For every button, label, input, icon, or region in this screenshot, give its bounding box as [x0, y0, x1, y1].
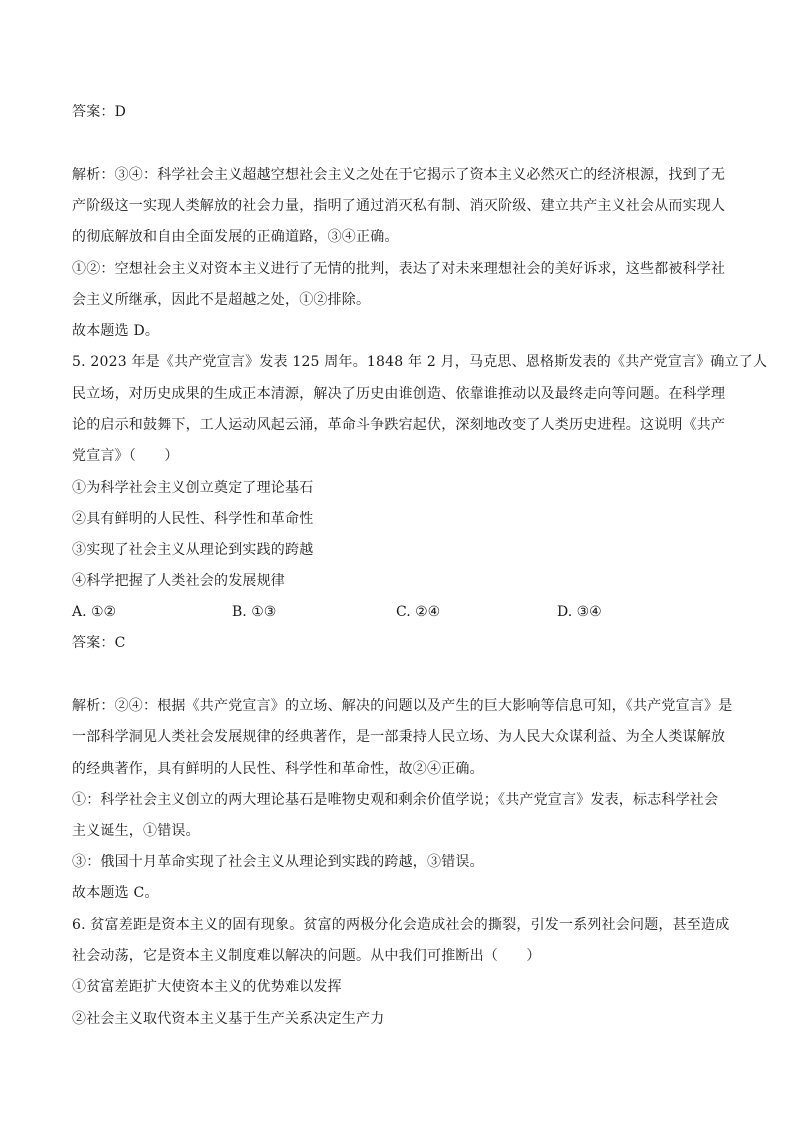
- q5-stem-line: 民立场，对历史成果的生成正本清源，解决了历史由谁创造、依靠谁推动以及最终走向等问题。在科学理: [72, 386, 726, 402]
- q5-option-b: B. ①③: [232, 604, 277, 620]
- q5-stem-line: 论的启示和鼓舞下，工人运动风起云涌，革命斗争跌宕起伏，深刻地改变了人类历史进程。这说明《共产: [72, 417, 726, 433]
- q5-statement: ①为科学社会主义创立奠定了理论基石: [72, 480, 314, 496]
- q5-answer: 答案：C: [72, 635, 126, 651]
- q6-stem-line: 6. 贫富差距是资本主义的固有现象。贫富的两极分化会造成社会的撕裂，引发一系列社会问题，甚至造成: [72, 917, 730, 933]
- q4-analysis-line: 会主义所继承，因此不是超越之处，①②排除。: [72, 292, 371, 308]
- q5-stem-line: 党宣言》（ ）: [72, 448, 179, 464]
- q5-statement: ③实现了社会主义从理论到实践的跨越: [72, 542, 314, 558]
- q5-stem-line: 5. 2023 年是《共产党宣言》发表 125 周年。1848 年 2 月，马克思、恩格斯发表的《共产党宣言》确立了人: [72, 354, 768, 370]
- q4-analysis-line: 产阶级这一实现人类解放的社会力量，指明了通过消灭私有制、消灭阶级、建立共产主义社会从而实现人: [72, 198, 726, 214]
- q5-analysis-line: 的经典著作，具有鲜明的人民性、科学性和革命性，故②④正确。: [72, 761, 484, 777]
- q5-analysis-line: 主义诞生，①错误。: [72, 823, 200, 839]
- q5-option-a: A. ①②: [72, 604, 117, 620]
- q4-analysis-line: ①②：空想社会主义对资本主义进行了无情的批判，表达了对未来理想社会的美好诉求，这些都被科学社: [72, 261, 726, 277]
- q5-conclusion: 故本题选 C。: [72, 885, 159, 901]
- q5-option-c: C. ②④: [396, 604, 441, 620]
- q4-answer: 答案：D: [72, 104, 127, 120]
- q4-analysis-line: 的彻底解放和自由全面发展的正确道路，③④正确。: [72, 229, 399, 245]
- q5-analysis-line: 一部科学洞见人类社会发展规律的经典著作，是一部秉持人民立场、为人民大众谋利益、为全人类谋解放: [72, 729, 726, 745]
- q5-option-d: D. ③④: [557, 604, 602, 620]
- q5-analysis-line: ③：俄国十月革命实现了社会主义从理论到实践的跨越，③错误。: [72, 854, 484, 870]
- q6-stem-line: 社会动荡，它是资本主义制度难以解决的问题。从中我们可推断出（ ）: [72, 948, 541, 964]
- q5-statement: ④科学把握了人类社会的发展规律: [72, 573, 285, 589]
- q5-statement: ②具有鲜明的人民性、科学性和革命性: [72, 511, 314, 527]
- q4-conclusion: 故本题选 D。: [72, 323, 160, 339]
- q5-analysis-line: ①：科学社会主义创立的两大理论基石是唯物史观和剩余价值学说；《共产党宣言》发表，标志科学社会: [72, 792, 719, 808]
- q6-statement: ②社会主义取代资本主义基于生产关系决定生产力: [72, 1011, 385, 1027]
- q4-analysis-line: 解析：③④：科学社会主义超越空想社会主义之处在于它揭示了资本主义必然灭亡的经济根源，找到了无: [72, 167, 726, 183]
- q5-analysis-line: 解析：②④：根据《共产党宣言》的立场、解决的问题以及产生的巨大影响等信息可知，《共产党宣言》是: [72, 698, 733, 714]
- q6-statement: ①贫富差距扩大使资本主义的优势难以发挥: [72, 979, 342, 995]
